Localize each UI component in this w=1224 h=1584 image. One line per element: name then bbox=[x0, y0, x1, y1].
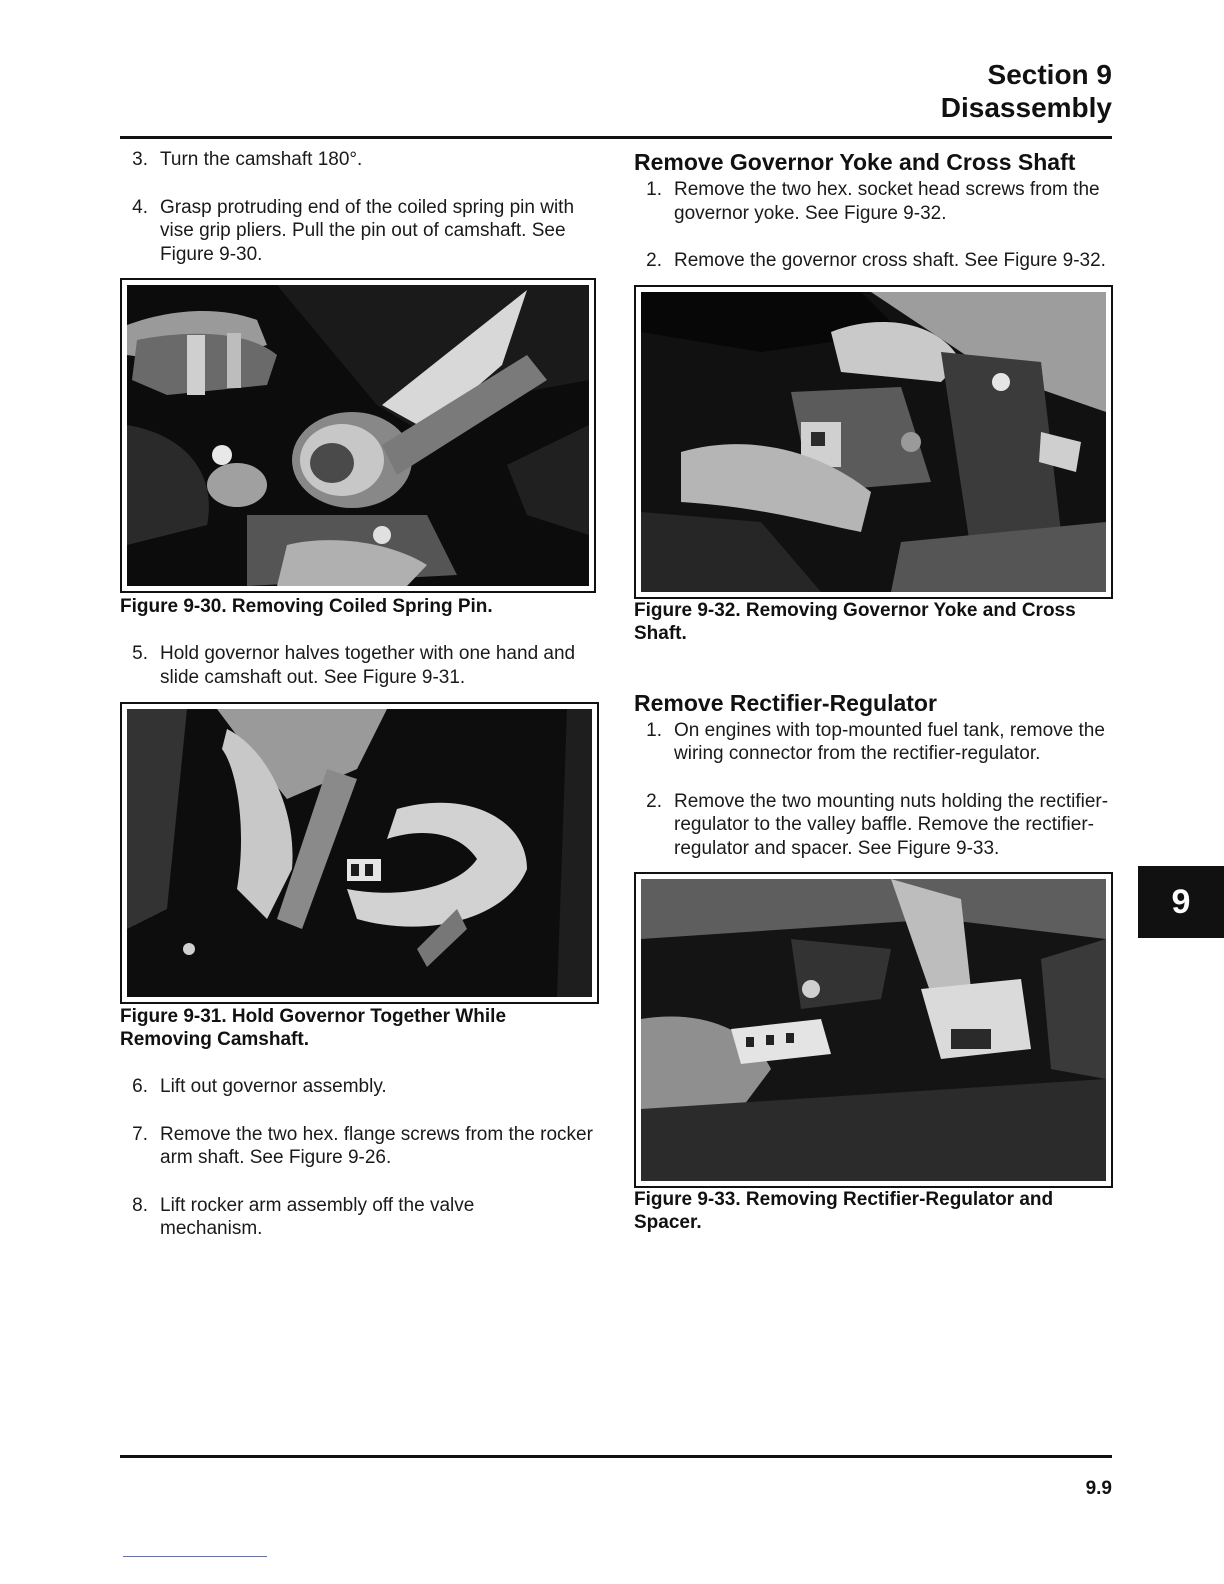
figure-9-33 bbox=[634, 872, 1113, 1188]
photo-governor-yoke bbox=[641, 292, 1106, 592]
step-7 bbox=[120, 1123, 595, 1170]
footer-rule bbox=[120, 1455, 1112, 1458]
step-number: 6. bbox=[132, 1076, 148, 1097]
step-text: Remove the governor cross shaft. See Figure 9-32. bbox=[674, 250, 1106, 271]
section-header bbox=[941, 58, 1112, 124]
heading-governor-yoke: Remove Governor Yoke and Cross Shaft bbox=[634, 149, 1076, 175]
figure-9-32 bbox=[634, 285, 1113, 599]
photo-rectifier-regulator bbox=[641, 879, 1106, 1181]
step-text: Turn the camshaft 180°. bbox=[160, 149, 363, 170]
step-4 bbox=[120, 196, 595, 267]
footer-accent-line bbox=[123, 1556, 267, 1557]
header-rule bbox=[120, 136, 1112, 139]
left-column bbox=[120, 148, 595, 1241]
figure-9-31 bbox=[120, 702, 599, 1004]
step-6 bbox=[120, 1075, 595, 1099]
step-2 bbox=[634, 790, 1112, 861]
step-number: 2. bbox=[646, 790, 662, 812]
step-text: Lift rocker arm assembly off the valve mechanism. bbox=[160, 1194, 475, 1239]
step-1 bbox=[634, 178, 1112, 225]
step-number: 1. bbox=[646, 179, 662, 200]
section-title: Disassembly bbox=[940, 92, 1112, 123]
step-text: Grasp protruding end of the coiled spring pin with vise grip pliers. Pull the pin out of camshaft. See Figure 9-30. bbox=[160, 196, 575, 265]
photo-camshaft-spring-pin bbox=[127, 285, 589, 586]
step-5 bbox=[120, 642, 595, 689]
figure-caption: Figure 9-31. Hold Governor Together While Removing Camshaft. bbox=[120, 1006, 507, 1050]
step-number: 1. bbox=[646, 719, 662, 741]
heading-rectifier-regulator: Remove Rectifier-Regulator bbox=[634, 689, 937, 716]
photo-governor-hand bbox=[127, 709, 592, 997]
section-tab: 9 bbox=[1138, 866, 1224, 938]
step-text: Remove the two hex. flange screws from the rocker arm shaft. See Figure 9-26. bbox=[160, 1123, 593, 1168]
figure-caption: Figure 9-30. Removing Coiled Spring Pin. bbox=[120, 596, 493, 617]
figure-9-30 bbox=[120, 278, 596, 593]
step-number: 4. bbox=[132, 196, 148, 218]
section-number: Section 9 bbox=[987, 59, 1112, 90]
step-text: Remove the two hex. socket head screws from the governor yoke. See Figure 9-32. bbox=[674, 179, 1100, 224]
figure-caption: Figure 9-32. Removing Governor Yoke and Cross Shaft. bbox=[634, 599, 1076, 644]
step-1 bbox=[634, 719, 1112, 766]
step-number: 8. bbox=[132, 1194, 148, 1216]
step-2 bbox=[634, 249, 1112, 273]
right-column bbox=[634, 148, 1112, 1234]
step-number: 5. bbox=[132, 643, 148, 664]
figure-caption: Figure 9-33. Removing Rectifier-Regulator and Spacer. bbox=[634, 1189, 1054, 1233]
step-number: 7. bbox=[132, 1123, 148, 1145]
step-text: On engines with top-mounted fuel tank, remove the wiring connector from the rectifier-regulator. bbox=[674, 719, 1105, 764]
step-text: Lift out governor assembly. bbox=[160, 1076, 387, 1097]
step-number: 3. bbox=[132, 149, 148, 170]
step-number: 2. bbox=[646, 250, 662, 271]
step-text: Remove the two mounting nuts holding the rectifier-regulator to the valley baffle. Remove the rectifier-regulator and spacer. See Figure 9-33. bbox=[674, 790, 1109, 859]
step-text: Hold governor halves together with one hand and slide camshaft out. See Figure 9-31. bbox=[160, 643, 576, 688]
page-number: 9.9 bbox=[1085, 1478, 1112, 1499]
step-3 bbox=[120, 148, 595, 172]
step-8 bbox=[120, 1194, 595, 1241]
